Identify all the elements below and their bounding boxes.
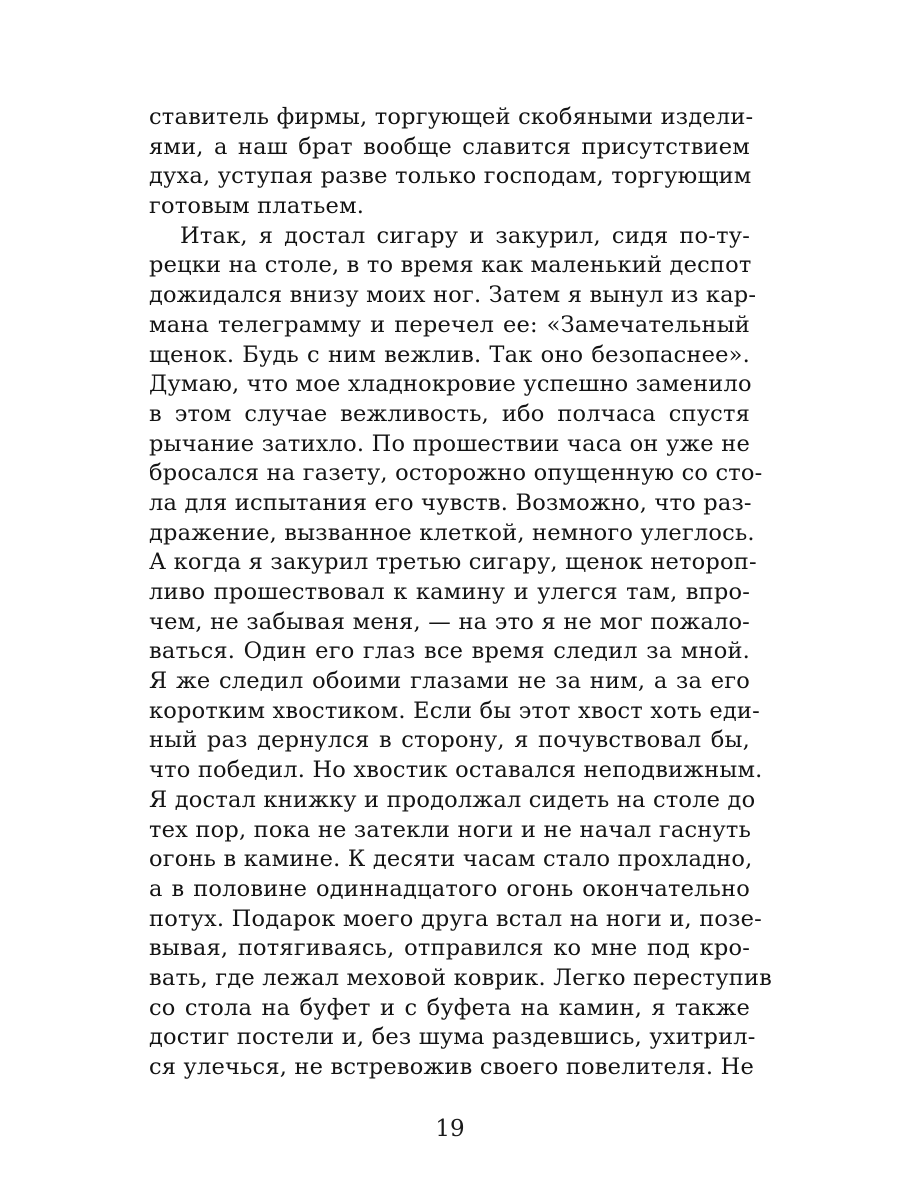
text-line: бросался на газету, осторожно опущенную со сто- (149, 460, 763, 487)
text-line: чем, не забывая меня, — на это я не мог пожало- (149, 608, 750, 635)
text-line: духа, уступая разве только господам, торгующим (149, 163, 752, 190)
text-line: дражение, вызванное клеткой, немного улеглось. (149, 519, 755, 546)
text-line: в этом случае вежливость, ибо полчаса спустя (149, 400, 750, 427)
text-line: ный раз дернулся в сторону, я почувствовал бы, (149, 727, 750, 754)
text-line: ями, а наш брат вообще славится присутствием (149, 133, 750, 160)
text-line: Итак, я достал сигару и закурил, сидя по-ту- (180, 222, 750, 249)
text-line: готовым платьем. (149, 193, 365, 220)
text-line: ставитель фирмы, торгующей скобяными издели- (149, 104, 754, 130)
text-line: А когда я закурил третью сигару, щенок нетороп- (149, 549, 757, 576)
text-line: рецки на столе, в то время как маленький деспот (149, 252, 752, 279)
text-line: дожидался внизу моих ног. Затем я вынул из кар- (149, 282, 757, 309)
text-line: ливо прошествовал к камину и улегся там, впро- (149, 579, 750, 605)
text-line: Я достал книжку и продолжал сидеть на столе до (149, 786, 756, 813)
text-line: Думаю, что мое хладнокровие успешно заменило (149, 371, 752, 398)
text-line: ся улечься, не встревожив своего повелителя. Не (149, 1054, 754, 1080)
text-line: огонь в камине. К десяти часам стало прохладно, (149, 846, 753, 873)
text-line: Я же следил обоими глазами не за ним, а за его (149, 668, 750, 695)
text-line: мана телеграмму и перечел ее: «Замечательный (149, 311, 750, 338)
text-line: потух. Подарок моего друга встал на ноги и, позе- (149, 905, 762, 932)
text-line: рычание затихло. По прошествии часа он уже не (149, 430, 750, 457)
text-line: ваться. Один его глаз все время следил за мной. (149, 638, 750, 665)
text-line: коротким хвостиком. Если бы этот хвост хоть еди- (149, 697, 760, 724)
text-line: вывая, потягиваясь, отправился ко мне под кро- (149, 935, 750, 962)
text-block (149, 103, 773, 1083)
text-line: вать, где лежал меховой коврик. Легко переступив (149, 964, 773, 991)
text-line: а в половине одиннадцатого огонь окончательно (149, 875, 750, 902)
text-line: щенок. Будь с ним вежлив. Так оно безопаснее». (149, 341, 750, 368)
text-line: что победил. Но хвостик оставался неподвижным. (149, 757, 763, 784)
page-number: 19 (435, 1116, 465, 1142)
text-line: со стола на буфет и с буфета на камин, я также (149, 994, 750, 1021)
text-line: ла для испытания его чувств. Возможно, что раз- (149, 489, 752, 516)
text-line: тех пор, пока не затекли ноги и не начал гаснуть (149, 816, 752, 843)
text-line: достиг постели и, без шума раздевшись, ухитрил- (149, 1024, 756, 1051)
